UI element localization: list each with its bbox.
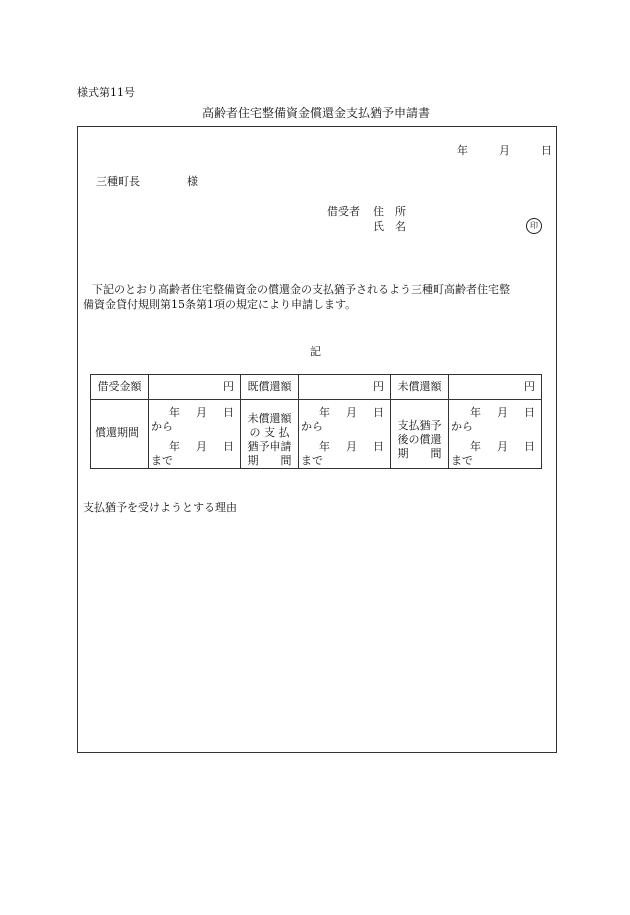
from-date: 年 月 日 (319, 406, 384, 419)
ki-heading: 記 (310, 345, 321, 358)
repayment-table (90, 374, 542, 469)
body-line-1: 下記のとおり高齢者住宅整備資金の償還金の支払猶予されるよう三種町高齢者住宅整 (92, 283, 510, 296)
until-date: 年 月 日 (319, 440, 384, 453)
seal-mark: 印 (526, 218, 542, 234)
applicant-role: 借受者 (327, 205, 360, 218)
addressee-honorific: 様 (187, 175, 198, 188)
until-date: 年 月 日 (169, 440, 234, 453)
repayment-period-dates (149, 400, 241, 469)
loan-amount-yen: 円 (149, 375, 241, 400)
until-label: まで (151, 454, 173, 467)
from-date: 年 月 日 (169, 406, 234, 419)
deferral-period-dates (299, 400, 391, 469)
unpaid-amount-yen: 円 (449, 375, 542, 400)
name-label: 氏 名 (373, 220, 406, 233)
addressee-name: 三種町長 (96, 175, 140, 188)
table-row (91, 400, 542, 469)
after-deferral-label-cell (391, 400, 449, 469)
body-line-2: 備資金貸付規則第15条第1項の規定により申請します。 (83, 298, 357, 311)
address-label: 住 所 (373, 205, 406, 218)
repayment-period-label-cell (91, 400, 149, 469)
from-label: から (301, 420, 323, 433)
deferral-period-label: 未償還額 の 支 払 猶予申請 期 間 (247, 412, 292, 467)
document-title: 高齢者住宅整備資金償還金支払猶予申請書 (202, 106, 431, 120)
table-row (91, 375, 542, 400)
day-label: 日 (541, 144, 552, 157)
until-label: まで (301, 454, 323, 467)
form-number: 様式第11号 (77, 86, 135, 99)
until-date: 年 月 日 (470, 440, 535, 453)
after-deferral-label: 支払猶予 後の償還 期 間 (397, 419, 442, 460)
unpaid-amount-label: 未償還額 (391, 375, 449, 400)
after-deferral-dates (449, 400, 542, 469)
repayment-period-label: 償還期間 (95, 426, 139, 439)
reason-label: 支払猶予を受けようとする理由 (83, 501, 237, 514)
repaid-amount-yen: 円 (299, 375, 391, 400)
from-date: 年 月 日 (470, 406, 535, 419)
date-line (457, 144, 552, 158)
until-label: まで (451, 454, 473, 467)
from-label: から (151, 420, 173, 433)
repaid-amount-label: 既償還額 (241, 375, 299, 400)
month-label: 月 (499, 144, 510, 157)
deferral-period-label-cell (241, 400, 299, 469)
year-label: 年 (457, 144, 468, 157)
from-label: から (451, 420, 473, 433)
loan-amount-label: 借受金額 (91, 375, 149, 400)
